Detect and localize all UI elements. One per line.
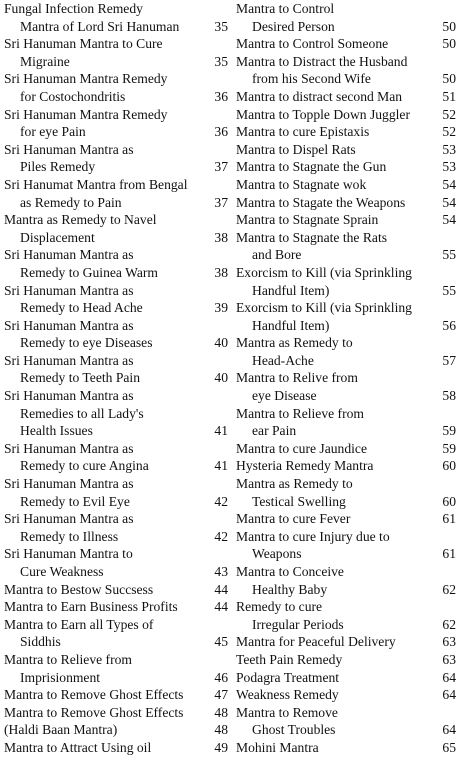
toc-page-number: 45: [214, 634, 228, 650]
toc-entry-title-line: Sri Hanuman Mantra as: [4, 141, 134, 157]
toc-page-number: 54: [442, 212, 456, 228]
toc-page-number: 36: [214, 88, 228, 104]
toc-page-number: 62: [442, 581, 456, 597]
left-toc-entry: [4, 545, 228, 580]
toc-entry-title-line: Mantra of Lord Sri Hanuman: [20, 18, 180, 34]
toc-entry-title-line: Sri Hanuman Mantra to Cure: [4, 36, 163, 52]
toc-entry-title-line: (Haldi Baan Mantra): [4, 722, 118, 738]
toc-page-number: 55: [442, 247, 456, 263]
toc-entry-title-line: Sri Hanuman Mantra to: [4, 546, 133, 562]
right-toc-entry: [236, 651, 456, 669]
toc-page-number: 48: [214, 722, 228, 738]
toc-entry-title-line: from his Second Wife: [252, 71, 371, 87]
left-toc-entry: [4, 721, 228, 739]
toc-entry-title-line: Remedy to Head Ache: [20, 300, 143, 316]
toc-entry-title-line: Mantra to Earn Business Profits: [4, 599, 178, 615]
right-toc-entry: [236, 264, 456, 299]
left-toc-entry: [4, 387, 228, 440]
toc-page-number: 50: [442, 18, 456, 34]
left-toc-entry: [4, 70, 228, 105]
left-toc-entry: [4, 352, 228, 387]
left-toc-entry: [4, 35, 228, 70]
toc-page-number: 60: [442, 458, 456, 474]
toc-page-number: 58: [442, 388, 456, 404]
toc-entry-title-line: Sri Hanuman Mantra as: [4, 317, 134, 333]
toc-entry-title-line: Sri Hanuman Mantra as: [4, 440, 134, 456]
toc-entry-title-line: Mantra to Relieve from: [4, 651, 132, 667]
toc-entry-title-line: Mantra to Remove Ghost Effects: [4, 687, 184, 703]
toc-entry-title-line: Mantra to distract second Man: [236, 88, 403, 104]
toc-entry-title-line: Sri Hanuman Mantra as: [4, 247, 134, 263]
left-toc-entry: [4, 317, 228, 352]
toc-page-number: 41: [214, 458, 228, 474]
toc-page-number: 64: [442, 722, 456, 738]
toc-entry-title-line: Displacement: [20, 229, 95, 245]
toc-entry-title-line: Piles Remedy: [20, 159, 96, 175]
toc-entry-title-line: Remedy to eye Diseases: [20, 335, 153, 351]
toc-page-number: 56: [442, 317, 456, 333]
toc-entry-title-line: Mantra to Conceive: [236, 564, 344, 579]
left-toc-entry: [4, 581, 228, 599]
toc-page-number: 52: [442, 124, 456, 140]
toc-entry-title-line: Remedy to Evil Eye: [20, 493, 130, 509]
toc-entry-title-line: Testical Swelling: [252, 493, 346, 509]
toc-entry-title-line: Ghost Troubles: [252, 722, 336, 738]
right-toc-entry: [236, 53, 456, 88]
toc-entry-title-line: Sri Hanuman Mantra as: [4, 282, 134, 298]
toc-page-number: 64: [442, 669, 456, 685]
toc-entry-title-line: Teeth Pain Remedy: [236, 651, 343, 667]
toc-entry-title-line: Remedy to Guinea Warm: [20, 264, 158, 280]
left-toc-entry: [4, 282, 228, 317]
toc-entry-title-line: Remedy to cure Angina: [20, 458, 149, 474]
toc-entry-title-line: Mantra to cure Jaundice: [236, 440, 367, 456]
left-toc-entry: [4, 704, 228, 722]
right-toc-entry: [236, 475, 456, 510]
toc-page-number: 50: [442, 71, 456, 87]
left-toc-entry: [4, 141, 228, 176]
right-toc-entry: [236, 194, 456, 212]
right-toc-entry: [236, 123, 456, 141]
toc-entry-title-line: Health Issues: [20, 423, 93, 439]
toc-entry-title-line: Head-Ache: [252, 352, 314, 368]
toc-entry-title-line: Sri Hanuman Mantra Remedy: [4, 71, 168, 87]
toc-page-number: 60: [442, 493, 456, 509]
toc-entry-title-line: Mantra to Remove Ghost Effects: [4, 704, 184, 720]
left-toc-entry: [4, 651, 228, 686]
toc-entry-title-line: Mantra as Remedy to: [236, 476, 353, 492]
toc-entry-title-line: Cure Weakness: [20, 564, 104, 579]
left-toc-entry: [4, 106, 228, 141]
toc-entry-title-line: Mantra to cure Fever: [236, 511, 351, 527]
toc-entry-title-line: Mantra as Remedy to Navel: [4, 212, 157, 228]
toc-entry-title-line: Sri Hanuman Mantra Remedy: [4, 106, 168, 122]
right-toc-entry: [236, 739, 456, 757]
toc-entry-title-line: for eye Pain: [20, 124, 86, 140]
toc-page-number: 36: [214, 124, 228, 140]
toc-entry-title-line: Sri Hanuman Mantra as: [4, 476, 134, 492]
toc-entry-title-line: Fungal Infection Remedy: [4, 1, 143, 16]
right-toc-entry: [236, 510, 456, 528]
toc-entry-title-line: Mantra to Remove: [236, 704, 338, 720]
left-toc-entry: [4, 246, 228, 281]
toc-page-number: 39: [214, 300, 228, 316]
right-toc-entry: [236, 141, 456, 159]
right-toc-entry: [236, 106, 456, 124]
toc-page-number: 61: [442, 546, 456, 562]
toc-entry-title-line: Mantra to Dispel Rats: [236, 141, 356, 157]
toc-entry-title-line: Mantra to Relieve from: [236, 405, 364, 421]
toc-page-number: 38: [214, 264, 228, 280]
right-toc-entry: [236, 669, 456, 687]
right-toc-entry: [236, 686, 456, 704]
toc-entry-title-line: Mantra as Remedy to: [236, 335, 353, 351]
toc-entry-title-line: Weapons: [252, 546, 302, 562]
toc-entry-title-line: Podagra Treatment: [236, 669, 340, 685]
right-toc-entry: [236, 35, 456, 53]
toc-entry-title-line: Sri Hanuman Mantra as: [4, 388, 134, 404]
toc-entry-title-line: Exorcism to Kill (via Sprinkling: [236, 264, 412, 280]
toc-entry-title-line: Handful Item): [252, 282, 330, 298]
right-toc-entry: [236, 633, 456, 651]
right-toc-entry: [236, 334, 456, 369]
toc-page-number: 65: [442, 739, 456, 755]
toc-page-number: 54: [442, 176, 456, 192]
toc-entry-title-line: Mantra to cure Injury due to: [236, 528, 390, 544]
toc-entry-title-line: Mantra to Stagnate Sprain: [236, 212, 379, 228]
toc-entry-title-line: Mantra to Stagnate the Rats: [236, 229, 388, 245]
toc-page-number: 63: [442, 651, 456, 667]
toc-entry-title-line: for Costochondritis: [20, 88, 126, 104]
toc-page-number: 59: [442, 423, 456, 439]
toc-entry-title-line: Migraine: [20, 53, 70, 69]
right-toc-entry: [236, 369, 456, 404]
toc-page-number: 40: [214, 335, 228, 351]
right-toc-entry: [236, 211, 456, 229]
toc-entry-title-line: Mantra to Bestow Succsess: [4, 581, 154, 597]
toc-entry-title-line: Sri Hanuman Mantra as: [4, 352, 134, 368]
toc-entry-title-line: Exorcism to Kill (via Sprinkling: [236, 300, 412, 316]
toc-left-column: [4, 0, 228, 757]
left-toc-entry: [4, 510, 228, 545]
left-toc-entry: [4, 440, 228, 475]
toc-entry-title-line: Mantra to Earn all Types of: [4, 616, 154, 632]
toc-page-number: 44: [214, 581, 228, 597]
toc-page-number: 40: [214, 370, 228, 386]
right-toc-entry: [236, 457, 456, 475]
toc-page-number: 50: [442, 36, 456, 52]
toc-page-number: 51: [442, 88, 456, 104]
toc-page-number: 42: [214, 493, 228, 509]
toc-entry-title-line: Mantra to Attract Using oil: [4, 739, 152, 755]
toc-entry-title-line: Mantra to Distract the Husband: [236, 53, 408, 69]
left-toc-entry: [4, 598, 228, 616]
toc-page-number: 61: [442, 511, 456, 527]
right-toc-entry: [236, 563, 456, 598]
right-toc-entry: [236, 0, 456, 35]
toc-page-number: 42: [214, 528, 228, 544]
toc-entry-title-line: Mohini Mantra: [236, 739, 319, 755]
toc-entry-title-line: Healthy Baby: [252, 581, 328, 597]
right-toc-entry: [236, 598, 456, 633]
toc-page-number: 62: [442, 616, 456, 632]
toc-entry-title-line: Mantra to Control Someone: [236, 36, 389, 52]
toc-page-number: 52: [442, 106, 456, 122]
left-toc-entry: [4, 211, 228, 246]
toc-entry-title-line: Mantra to cure Epistaxis: [236, 124, 370, 140]
toc-page-number: 41: [214, 423, 228, 439]
left-toc-entry: [4, 616, 228, 651]
toc-entry-title-line: Remedy to Teeth Pain: [20, 370, 140, 386]
toc-page-number: 47: [214, 687, 228, 703]
toc-page-number: 35: [214, 53, 228, 69]
left-toc-entry: [4, 686, 228, 704]
toc-entry-title-line: as Remedy to Pain: [20, 194, 122, 210]
toc-entry-title-line: ear Pain: [252, 423, 297, 439]
toc-page-number: 37: [214, 194, 228, 210]
toc-entry-title-line: Mantra to Control: [236, 1, 335, 16]
toc-page-number: 35: [214, 18, 228, 34]
toc-entry-title-line: Desired Person: [252, 18, 335, 34]
toc-page-number: 48: [214, 704, 228, 720]
toc-entry-title-line: Mantra for Peaceful Delivery: [236, 634, 396, 650]
right-toc-entry: [236, 528, 456, 563]
toc-entry-title-line: Remedy to Illness: [20, 528, 119, 544]
toc-entry-title-line: Mantra to Stagate the Weapons: [236, 194, 406, 210]
toc-entry-title-line: Remedies to all Lady's: [20, 405, 144, 421]
left-toc-entry: [4, 0, 228, 35]
toc-page-number: 44: [214, 599, 228, 615]
toc-page-number: 53: [442, 141, 456, 157]
toc-entry-title-line: Weakness Remedy: [236, 687, 339, 703]
right-toc-entry: [236, 176, 456, 194]
toc-page-number: 63: [442, 634, 456, 650]
toc-entry-title-line: Sri Hanumat Mantra from Bengal: [4, 176, 188, 192]
right-toc-entry: [236, 704, 456, 739]
right-toc-entry: [236, 405, 456, 440]
toc-page-number: 38: [214, 229, 228, 245]
toc-page-number: 49: [214, 739, 228, 755]
left-toc-entry: [4, 739, 228, 757]
toc-page-number: 59: [442, 440, 456, 456]
toc-entry-title-line: Handful Item): [252, 317, 330, 333]
toc-entry-title-line: Sri Hanuman Mantra as: [4, 511, 134, 527]
toc-page-number: 55: [442, 282, 456, 298]
toc-entry-title-line: Imprisionment: [20, 669, 101, 685]
right-toc-entry: [236, 158, 456, 176]
toc-entry-title-line: Siddhis: [20, 634, 61, 650]
toc-right-column: [236, 0, 456, 757]
toc-entry-title-line: and Bore: [252, 247, 302, 263]
right-toc-entry: [236, 299, 456, 334]
toc-page-number: 64: [442, 687, 456, 703]
toc-page-number: 37: [214, 159, 228, 175]
toc-page-number: 53: [442, 159, 456, 175]
right-toc-entry: [236, 88, 456, 106]
toc-entry-title-line: Mantra to Stagnate wok: [236, 176, 367, 192]
toc-entry-title-line: Mantra to Relive from: [236, 370, 358, 386]
toc-entry-title-line: Hysteria Remedy Mantra: [236, 458, 374, 474]
left-toc-entry: [4, 475, 228, 510]
toc-entry-title-line: Mantra to Stagnate the Gun: [236, 159, 387, 175]
toc-page-number: 43: [214, 564, 228, 579]
toc-entry-title-line: Remedy to cure: [236, 599, 323, 615]
toc-page-number: 57: [442, 352, 456, 368]
toc-entry-title-line: Mantra to Topple Down Juggler: [236, 106, 410, 122]
toc-page-number: 54: [442, 194, 456, 210]
toc-entry-title-line: eye Disease: [252, 388, 317, 404]
right-toc-entry: [236, 229, 456, 264]
toc-page-number: 46: [214, 669, 228, 685]
right-toc-entry: [236, 440, 456, 458]
toc-entry-title-line: Irregular Periods: [252, 616, 344, 632]
left-toc-entry: [4, 176, 228, 211]
